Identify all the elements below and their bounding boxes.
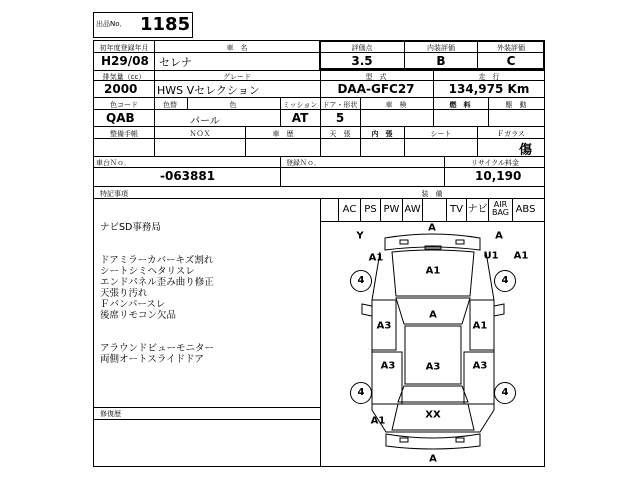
mileage-value: 134,975 Km [448,82,530,96]
doors-value: 5 [335,111,345,125]
wheel-mark: 4 [350,270,372,292]
displacement-value: 2000 [104,82,138,96]
damage-mark: A [429,309,437,321]
note-line: エンドパネル歪み曲り修正 [100,277,214,288]
recycle-fee-label: リサイクル料金 [470,159,520,167]
first-registration-label: 初年度登録年月 [99,44,149,52]
registration-number-label: 登録Ｎｏ． [286,159,321,167]
equipment-cell: ABS [512,198,538,221]
transmission-value: AT [291,111,309,125]
nox-label: ＮＯＸ [189,130,211,138]
note-line: 天張り汚れ [100,288,148,299]
note-line: ナビSD事務局 [100,222,161,233]
damage-mark: A [429,453,437,465]
note-line [100,244,214,255]
damage-mark: A [428,222,436,234]
note-line: シートシミヘタリスレ [100,266,195,277]
note-line [100,321,214,332]
damage-mark: XX [425,409,441,421]
chassis-number-label: 車台Ｎｏ． [96,159,131,167]
color-change-label: 色替 [163,101,177,109]
color-code-value: QAB [106,111,135,125]
equipment-cell [422,198,446,221]
note-line [100,332,214,343]
wheel-mark: 4 [494,382,516,404]
interior-trim-label: 内 張 [371,130,393,138]
note-line: 後席リモコン欠品 [100,310,177,321]
damage-mark: A3 [376,320,392,332]
exterior-grade-value: C [506,54,516,68]
score-label: 評価点 [351,44,373,52]
color-label: 色 [229,101,237,109]
note-line [100,233,214,244]
damage-mark: A1 [368,252,384,264]
equipment-cell: PW [380,198,402,221]
notes-list [100,222,214,365]
seat-label: シート [430,130,452,138]
interior-grade-value: B [436,54,446,68]
front-glass-value: 傷 [519,143,533,158]
damage-mark: A3 [425,361,441,373]
transmission-label: ミッション [282,101,318,109]
front-glass-label: Ｆガラス [497,130,525,138]
interior-grade-label: 内装評価 [427,44,455,52]
drive-label: 駆 動 [505,101,527,109]
equipment-cell: AC [338,198,360,221]
doors-label: ドア・形状 [322,101,358,109]
color-value: パール [190,116,220,127]
note-line: アラウンドビューモニター [100,343,215,354]
chassis-number-value: -063881 [160,169,216,183]
headliner-label: 天 張 [329,130,351,138]
damage-mark: A [495,230,503,242]
car-name-label: 車 名 [226,44,248,52]
equipment-cell: AIR BAG [488,198,512,221]
grade-value: HWS Vセレクション [157,84,260,97]
note-line: Ｆバンパースレ [100,299,166,310]
damage-mark: A1 [472,320,488,332]
car-damage-diagram [320,221,545,467]
vehicle-history-label: 車 歴 [272,130,294,138]
car-name-value: セレナ [159,56,192,69]
mileage-label: 走 行 [478,73,500,81]
score-value: 3.5 [351,54,373,68]
service-record-label: 整備手帳 [110,130,138,138]
damage-mark: U1 [483,250,499,262]
model-code-value: DAA-GFC27 [337,82,415,96]
exterior-grade-label: 外装評価 [497,44,525,52]
grade-label: グレード [223,73,251,81]
fuel-label: 燃 料 [449,101,471,109]
recycle-fee-value: 10,190 [475,169,522,183]
note-line: 両側オートスライドドア [100,354,204,365]
first-registration-value: H29/08 [101,54,149,68]
lot-number-label: 出品No． [96,20,127,28]
damage-mark: A1 [425,265,441,277]
damage-mark: A1 [513,250,529,262]
model-code-label: 型 式 [365,73,387,81]
damage-mark: A3 [380,360,396,372]
notes-label: 特記事項 [100,190,128,198]
wheel-mark: 4 [350,382,372,404]
note-line: ドアミラーカバーキズ割れ [100,255,214,266]
inspection-label: 車 検 [385,101,407,109]
lot-number: 1185 [140,14,191,35]
equipment-cell: ナビ [466,198,488,221]
damage-mark: A3 [472,360,488,372]
displacement-label: 排気量（cc） [102,73,146,81]
wheel-mark: 4 [494,270,516,292]
equipment-cell: PS [360,198,380,221]
equipment-label: 装 備 [421,190,443,198]
equipment-cell: TV [446,198,466,221]
repair-history-label: 修復歴 [100,410,121,418]
color-code-label: 色コード [110,101,138,109]
equipment-cell: AW [402,198,422,221]
damage-mark: Y [356,230,364,242]
damage-mark: A1 [370,415,386,427]
